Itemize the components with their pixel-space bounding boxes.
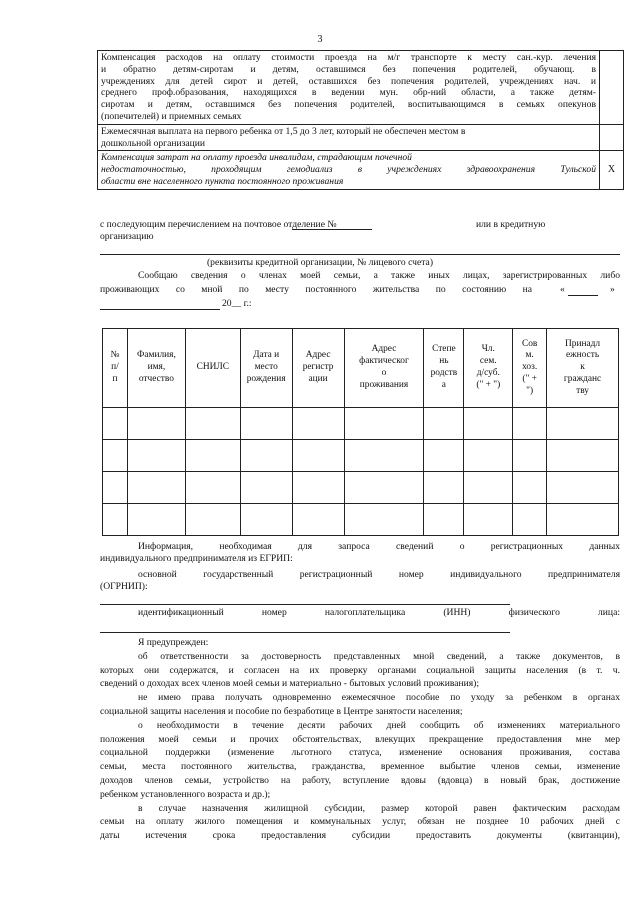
table-row	[103, 504, 619, 536]
header-full-name: Фамилия, имя, отчество	[127, 329, 185, 408]
family-members-table	[102, 328, 619, 536]
warning-paragraph: не имею права получать одновременно ежемесячное пособие по уходу за ребенком в органах социальной защиты населения и пособие по безработице в Центре занятости населения;	[100, 692, 620, 717]
inn-field[interactable]	[100, 632, 510, 633]
table-row	[103, 472, 619, 504]
header-snils: СНИЛС	[185, 329, 240, 408]
warning-paragraph: в случае назначения жилищной субсидии, размер которой равен фактическим расходам семьи на оплату жилого помещения и коммунальных услуг, обязан не позднее 10 рабочих дней с даты истечения срока предоставления субсидии предоставить документы (квитанции),	[100, 802, 620, 842]
warning-paragraph: об ответственности за достоверность представленных мной сведений, а также документов, в которых они содержатся, и согласен на их проверку органами социальной защиты населения (в т. ч. сведений о доходах всех членов моей семьи и материально - бытовых условий проживания);	[100, 650, 620, 690]
inn-label: идентификационный номер налогоплательщика (ИНН) физического лица:	[138, 607, 620, 618]
family-intro: Сообщаю сведения о членах моей семьи, а также иных лицах, зарегистрированных либо	[138, 270, 620, 281]
benefit-checkbox[interactable]	[600, 51, 624, 125]
benefit-checkbox[interactable]: X	[600, 151, 624, 189]
table-header-row	[103, 329, 619, 408]
header-family-member: Чл. сем. д/суб. (" + ")	[464, 329, 513, 408]
egrip-section: Информация, необходимая для запроса сведений о регистрационных данных индивидуального предпринимателя из ЕГРИП: основной государственный регистрационный номер индивидуального предпринимателя (ОГРНИП):	[100, 541, 620, 592]
page-number: 3	[317, 34, 323, 45]
ogrnip-field[interactable]	[100, 604, 510, 605]
warning-paragraph: о необходимости в течение десяти рабочих дней сообщить об изменениях материального положения моей семьи и прочих обстоятельствах, влекущих прекращение предоставления мне мер социальной поддержки (изменение льготного статуса, изменение основания проживания, состава семьи, места постоянного жительства, гражданства, временное выбытие членов семьи, изменение доходов членов семьи, устройство на работу, вступление вдовы (вдовца) в новый брак, достижение ребенком установленного возраста и др.);	[100, 719, 620, 800]
benefit-row	[98, 151, 624, 189]
header-citizenship: Принадл ежность к гражданс тву	[547, 329, 619, 408]
bank-details-caption: (реквизиты кредитной организации, № лицевого счета)	[206, 257, 434, 268]
benefit-checkbox[interactable]	[600, 124, 624, 151]
benefit-row	[98, 124, 624, 151]
header-birth: Дата и место рождения	[240, 329, 292, 408]
bank-details-field[interactable]	[100, 254, 620, 255]
warnings-section: Я предупрежден: об ответственности за достоверность представленных мной сведений, а также документов, в которых они содержатся, и согласен на их проверку органами социальной защиты населения (в т. ч. сведений о доходах всех членов моей семьи и материально - бытовых условий проживания); не имею права получать одновременно ежемесячное пособие по уходу за ребенком в органах социальной защиты населения и пособие по безработице в Центре занятости населения; о необходимости в течение десяти рабочих дней сообщить об изменениях материального положения моей семьи и прочих обстоятельствах, влекущих прекращение предоставления мне мер социальной поддержки (изменение льготного статуса, изменение основания проживания, состава семьи, места постоянного жительства, гражданства, временное выбытие членов семьи, изменение доходов членов семьи, устройство на работу, вступление вдовы (вдовца) в новый брак, достижение ребенком установленного возраста и др.); в случае назначения жилищной субсидии, размер которой равен фактическим расходам семьи на оплату жилого помещения и коммунальных услуг, обязан не позднее 10 рабочих дней с даты истечения срока предоставления субсидии предоставить документы (квитанции),	[100, 637, 620, 842]
benefit-text: Компенсация затрат на оплату проезда инвалидам, страдающим почечной недостаточностью, проходящим гемодиализ в учреждениях здравоохранения Тульской области вне населенного пункта постоянного проживания	[98, 151, 600, 189]
date-month-field[interactable]	[100, 309, 220, 310]
postal-office-field[interactable]	[292, 229, 372, 230]
table-row	[103, 408, 619, 440]
header-relationship: Степе нь родств а	[424, 329, 464, 408]
header-joint-household: Сов м. хоз. (" + ")	[513, 329, 547, 408]
benefit-row	[98, 51, 624, 125]
benefit-text: Компенсация расходов на оплату стоимости проезда на м/г транспорте к месту сан.-кур. лечения и обратно детям-сиротам и детям, оставшимся без попечения родителей, обучающ. в учреждениях для детей сирот и детей, оставшихся без попечения родителей, учреждениях нач. и среднего проф.образования, находящихся в ведении мун. обр-ний области, а также детям- сиротам и детям, оставшимся без попечения родителей, воспитывающимся в семьях опекунов (попечителей) и приемных семьях	[98, 51, 600, 125]
header-actual-address: Адрес фактическог о проживания	[344, 329, 424, 408]
date-day-field[interactable]	[568, 295, 598, 296]
header-number: № п/ п	[103, 329, 128, 408]
table-row	[103, 440, 619, 472]
benefits-table	[97, 50, 624, 190]
benefit-text: Ежемесячная выплата на первого ребенка от 1,5 до 3 лет, который не обеспечен местом в дошкольной организации	[98, 124, 600, 151]
header-registration-address: Адрес регистр ации	[292, 329, 344, 408]
